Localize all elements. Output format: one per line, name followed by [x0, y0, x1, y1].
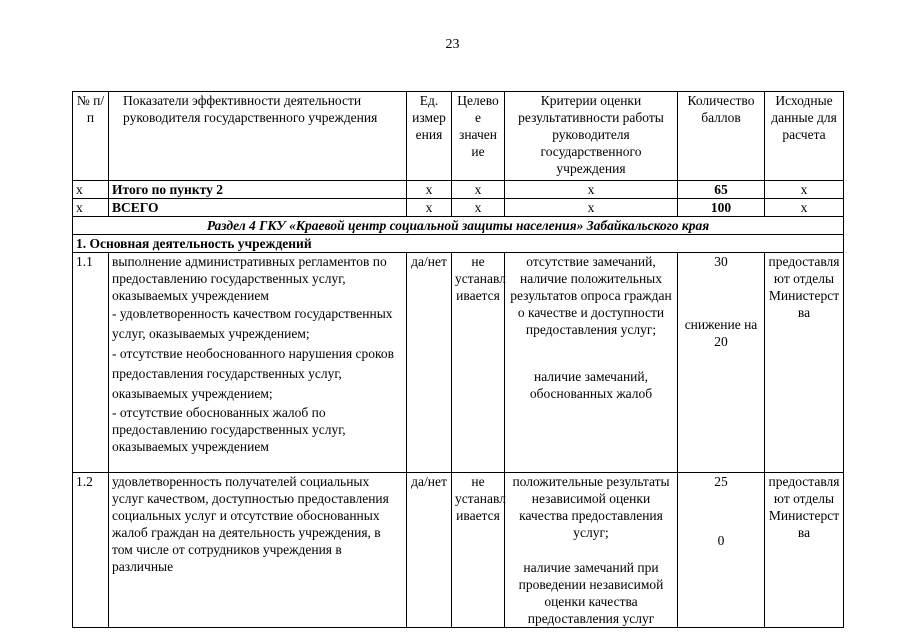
page-number: 23: [445, 37, 460, 52]
table-row: [73, 181, 844, 199]
header-criteria: Критерии оценки результативности работы руководителя государственного учреждения: [505, 92, 678, 181]
indicator-line: - отсутствие необоснованного нарушения сроков предоставления государственных услуг, оказываемых учреждением;: [112, 346, 395, 401]
section-row: [73, 217, 844, 235]
row-target: не устанавл ивается: [452, 473, 505, 628]
row-criteria: [505, 253, 678, 473]
row-target: не устанавл ивается: [452, 253, 505, 473]
total-num: x: [73, 199, 109, 217]
total-label: Итого по пункту 2: [109, 181, 407, 199]
total-label: ВСЕГО: [109, 199, 407, 217]
table-row: [73, 473, 844, 628]
indicator-line: - удовлетворенность качеством государственных услуг, оказываемых учреждением;: [112, 306, 393, 341]
total-target: x: [452, 181, 505, 199]
total-unit: x: [407, 181, 452, 199]
row-indicator: удовлетворенность получателей социальных услуг качеством, доступностью предоставления социальных услуг и отсутствие обоснованных жалоб граждан на деятельность учреждения, в том числе от сотрудников учреждения в различные: [109, 473, 407, 628]
indicator-line: выполнение административных регламентов по предоставлению государственных услуг, оказываемых учреждением: [112, 254, 387, 303]
total-points: 100: [678, 199, 765, 217]
total-criteria: x: [505, 181, 678, 199]
total-num: x: [73, 181, 109, 199]
header-target: Целево е значен ие: [452, 92, 505, 181]
row-points: [678, 253, 765, 473]
points-positive: 30: [714, 254, 728, 269]
criteria-negative: наличие замечаний, обоснованных жалоб: [529, 369, 653, 401]
row-source: предоставля ют отделы Министерст ва: [765, 473, 844, 628]
table-row: [73, 253, 844, 473]
points-positive: 25: [714, 474, 728, 489]
header-unit: Ед. измер ения: [407, 92, 452, 181]
row-source: предоставля ют отделы Министерст ва: [765, 253, 844, 473]
table-header-row: [73, 92, 844, 181]
row-unit: да/нет: [407, 473, 452, 628]
total-unit: x: [407, 199, 452, 217]
criteria-positive: отсутствие замечаний, наличие положительных результатов опроса граждан о качестве и доступности предоставления услуг;: [510, 254, 672, 337]
header-num: № п/п: [73, 92, 109, 181]
row-num: 1.1: [73, 253, 109, 473]
subsection-row: [73, 235, 844, 253]
total-points: 65: [678, 181, 765, 199]
criteria-negative: наличие замечаний при проведении независимой оценки качества предоставления услуг: [518, 560, 664, 626]
header-indicator: Показатели эффективности деятельности руководителя государственного учреждения: [109, 92, 407, 181]
row-unit: да/нет: [407, 253, 452, 473]
header-source: Исходные данные для расчета: [765, 92, 844, 181]
total-target: x: [452, 199, 505, 217]
header-points: Количество баллов: [678, 92, 765, 181]
total-source: x: [765, 181, 844, 199]
row-criteria: [505, 473, 678, 628]
section-title: Раздел 4 ГКУ «Краевой центр социальной защиты населения» Забайкальского края: [73, 217, 844, 235]
row-indicator: [109, 253, 407, 473]
points-negative: 0: [717, 533, 725, 548]
table-row: [73, 199, 844, 217]
total-criteria: x: [505, 199, 678, 217]
subsection-title: 1. Основная деятельность учреждений: [73, 235, 844, 253]
points-negative: снижение на 20: [684, 317, 758, 349]
row-num: 1.2: [73, 473, 109, 628]
criteria-positive: положительные результаты независимой оценки качества предоставления услуг;: [512, 474, 670, 540]
indicators-table: [72, 91, 844, 628]
total-source: x: [765, 199, 844, 217]
indicator-line: - отсутствие обоснованных жалоб по предоставлению государственных услуг, оказываемых учреждением: [112, 405, 346, 454]
row-points: [678, 473, 765, 628]
